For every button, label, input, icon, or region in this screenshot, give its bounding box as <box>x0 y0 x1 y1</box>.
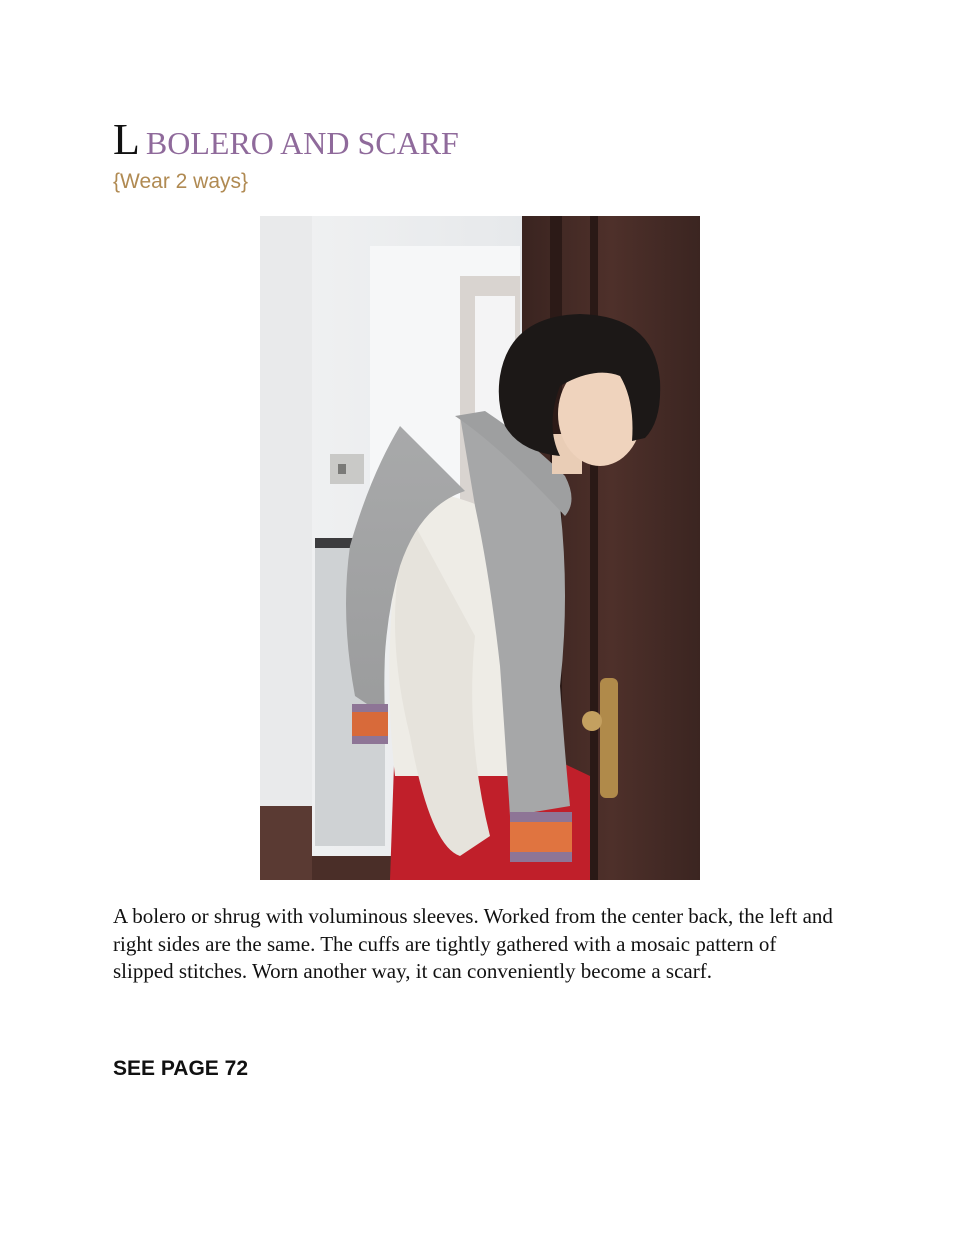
page-reference: SEE PAGE 72 <box>113 1057 249 1080</box>
pattern-letter: L <box>113 115 140 164</box>
pattern-subtitle: {Wear 2 ways} <box>113 170 249 193</box>
model-photo <box>260 216 700 880</box>
pattern-title: BOLERO AND SCARF <box>145 125 459 161</box>
page-title <box>113 115 459 164</box>
description-paragraph: A bolero or shrug with voluminous sleeves. Worked from the center back, the left and right sides are the same. The cuffs are tightly gathered with a mosaic pattern of slipped stitches. Worn another way, it can conveniently become a scarf. <box>113 904 833 983</box>
